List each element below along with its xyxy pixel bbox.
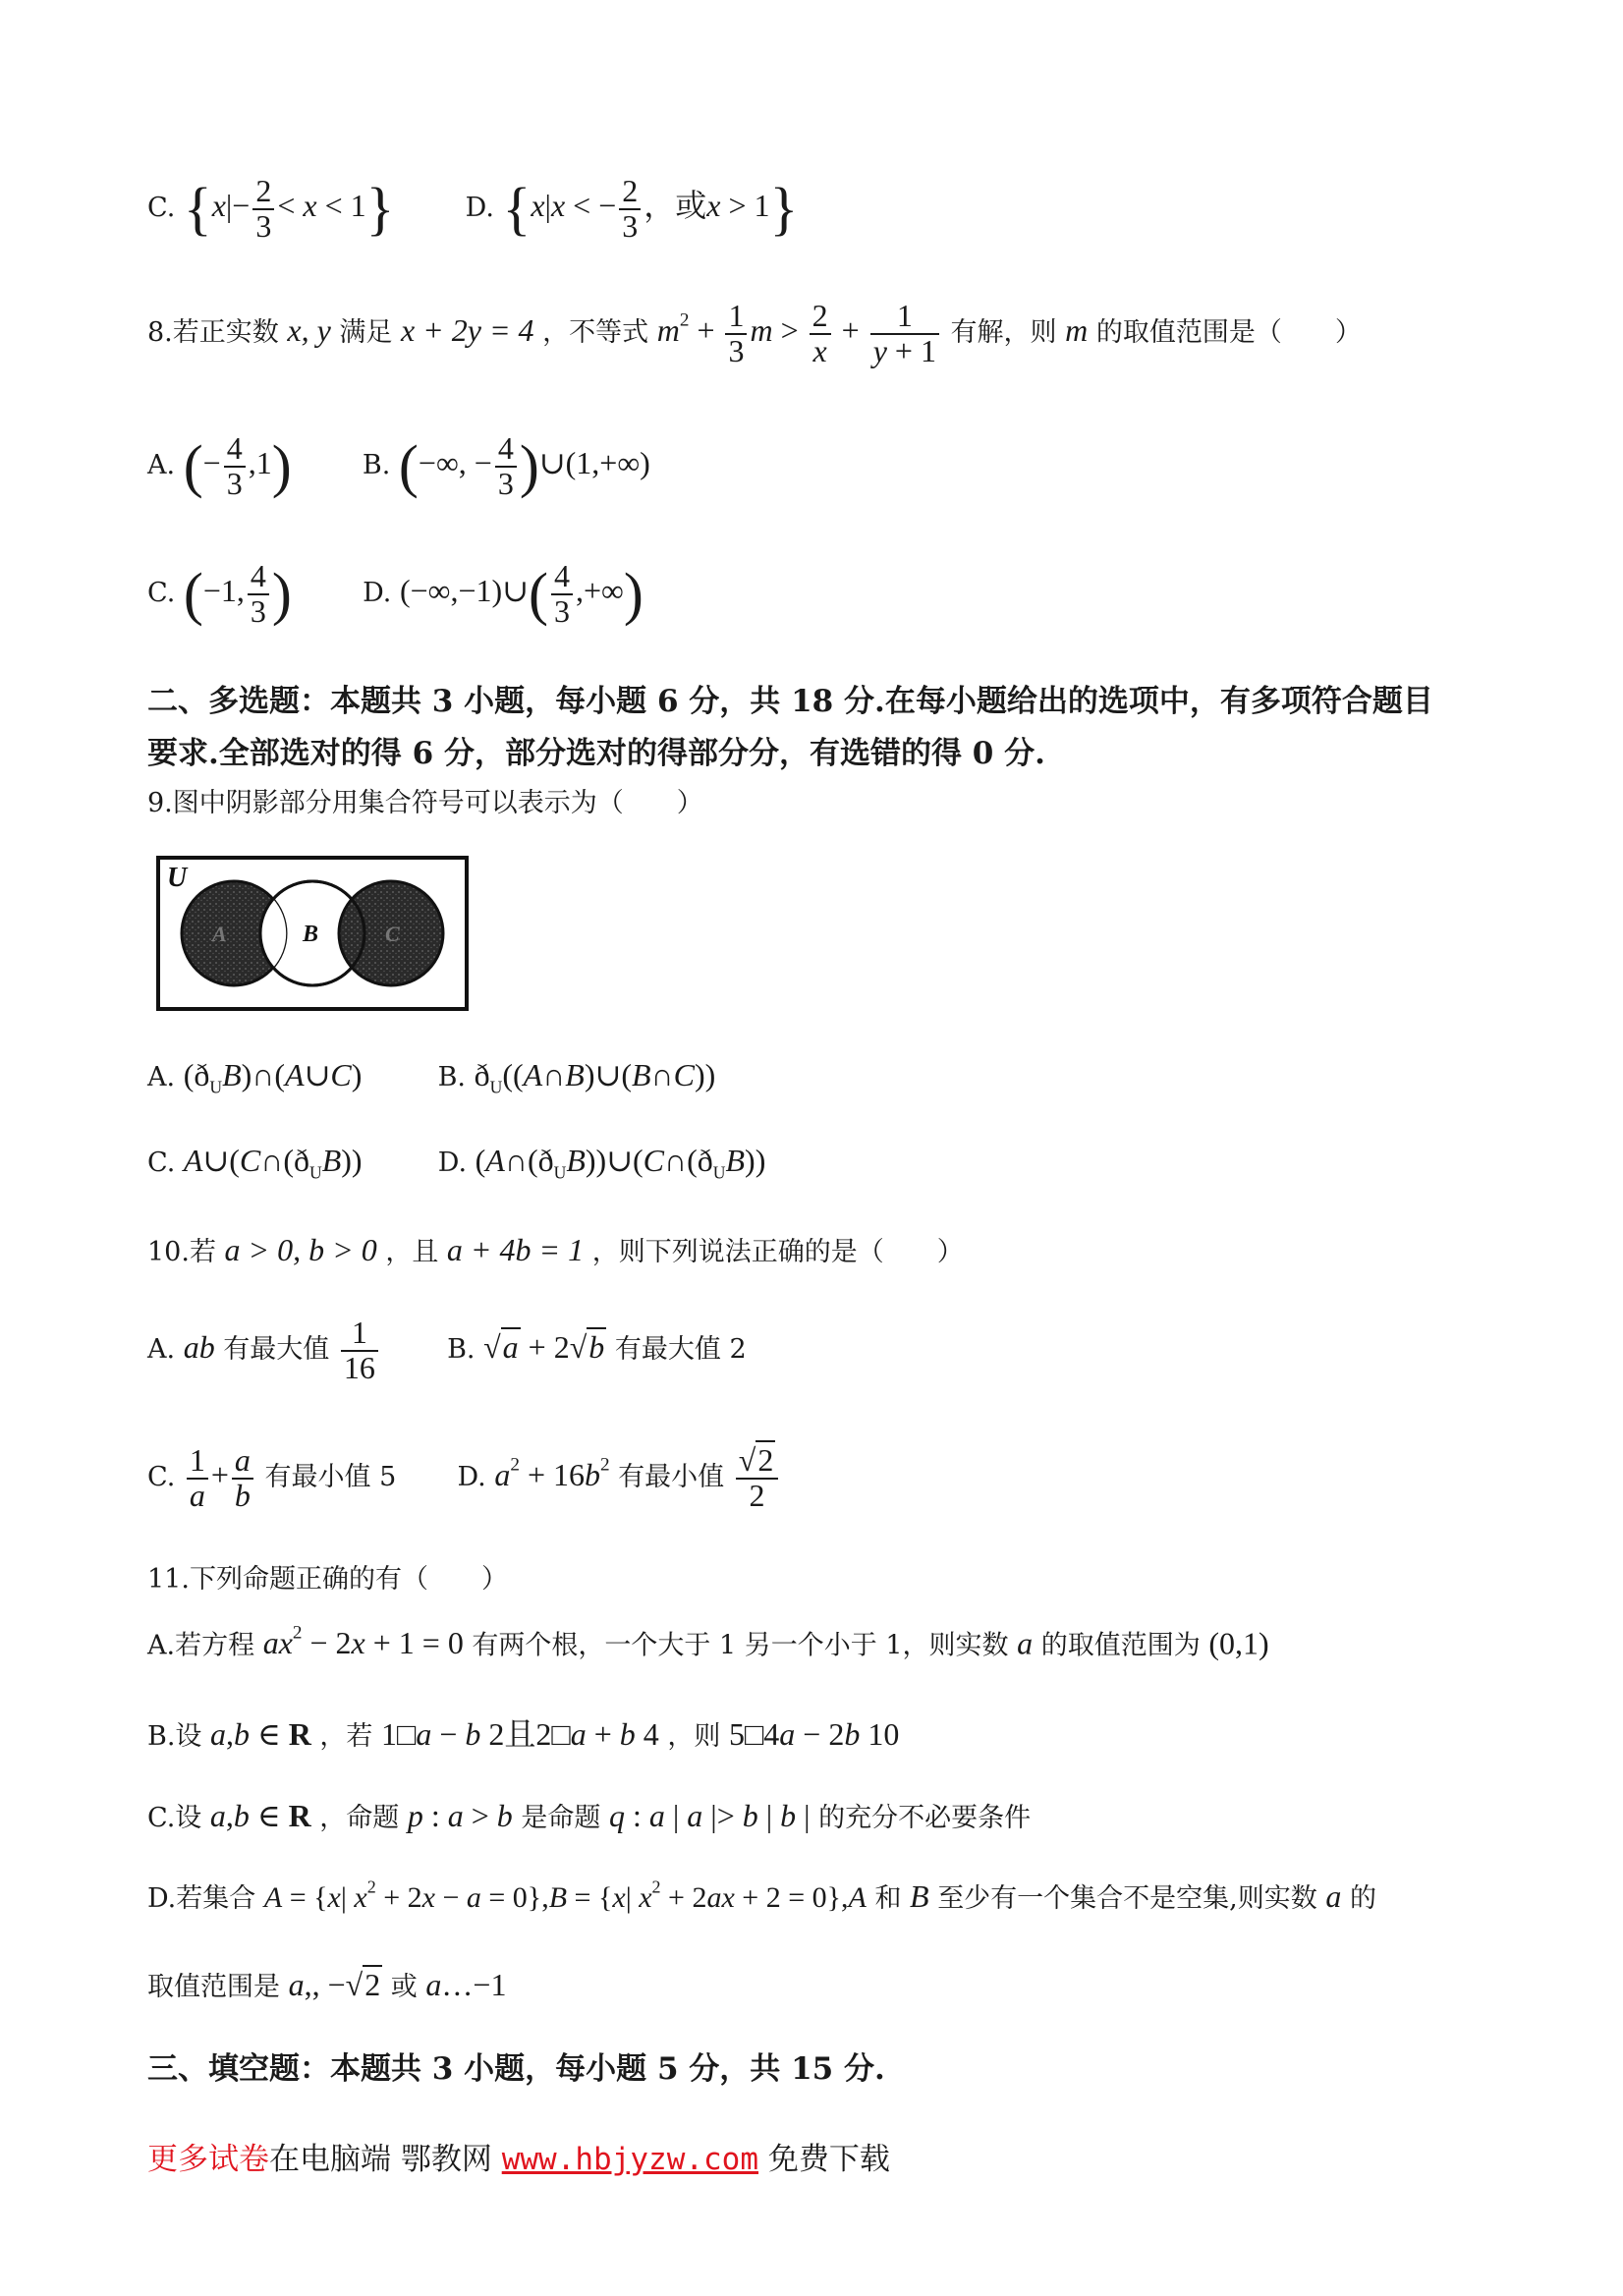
q10-option-a-text: 有最大值 — [223, 1333, 330, 1365]
q10-option-a-value: $\frac{1}{16}$ — [338, 1329, 381, 1365]
q11-d-t3: 至少有一个集合不是空集,则实数 — [937, 1883, 1317, 1914]
q8-option-d-math: (−∞,−1)∪( $\frac{4}{3}$ ,+∞) — [399, 558, 644, 629]
q10-option-b-label: B. — [447, 1333, 476, 1365]
q11-question: 11.下列命题正确的有（ ） — [147, 1564, 508, 1595]
q8-option-a-label: A. — [147, 449, 176, 480]
q10-option-c-text: 有最小值 5 — [264, 1461, 397, 1492]
q8-t1: 满足 — [339, 316, 393, 348]
q10-option-d-expr: $a^2 + 16b^2$ — [494, 1454, 610, 1492]
q11-a-var: a — [1017, 1625, 1034, 1661]
q8-prefix: 8.若正实数 — [147, 316, 279, 348]
q9-options-ab — [147, 1056, 715, 1097]
q10-condition-1: a > 0, b > 0 — [224, 1232, 377, 1267]
q7-option-d-label: D. — [465, 192, 494, 223]
q9-options-cd — [147, 1142, 765, 1183]
q8-options-cd — [147, 560, 644, 628]
q7-option-d-math: {x|x < − $\frac{2}{3}$ ，或x > 1} — [502, 173, 799, 244]
q11-option-d-cont — [147, 1965, 506, 2003]
q11-c-t2: ，命题 — [319, 1803, 400, 1833]
q11-d-t5: 取值范围是 — [147, 1972, 280, 2002]
q7-options-row — [147, 175, 798, 243]
q9-option-a-label: A. — [147, 1062, 176, 1092]
q11-d-t6: 或 — [390, 1972, 418, 2002]
q10-option-b-expr: √a + 2√b — [483, 1328, 605, 1365]
q8-option-c-math: (−1, $\frac{4}{3}$ ) — [183, 558, 292, 629]
venn-label-c: C — [385, 922, 400, 946]
section-3-heading: 三、填空题：本题共 3 小题，每小题 5 分，共 15 分. — [147, 2051, 885, 2087]
q8-option-a-math: (− $\frac{4}{3}$ ,1) — [183, 430, 292, 501]
q8-option-c-label: C. — [147, 577, 176, 608]
q8-vars: x, y — [287, 311, 331, 348]
q11-a-range: (0,1) — [1208, 1625, 1269, 1661]
footer — [147, 2134, 890, 2178]
venn-diagram — [155, 855, 470, 1012]
q11-b-set: a,b ∈ R — [210, 1716, 311, 1752]
footer-part-2: 在电脑端 — [269, 2142, 391, 2177]
venn-label-b: B — [303, 922, 319, 947]
q11-d-b: B — [910, 1878, 929, 1914]
q11-b-t2: ，若 — [319, 1721, 373, 1752]
q11-d-a: a — [1325, 1878, 1342, 1914]
footer-part-3: 鄂教网 — [400, 2142, 492, 2177]
q10-condition-2: a + 4b = 1 — [446, 1232, 585, 1267]
venn-label-u: U — [167, 863, 188, 893]
footer-part-4: 免费下载 — [767, 2142, 890, 2177]
q11-option-d — [147, 1876, 1376, 1915]
q11-a-t1: A.若方程 — [147, 1630, 255, 1661]
q11-option-c — [147, 1796, 1031, 1834]
q11-c-p: p : a > b — [407, 1798, 513, 1833]
q8-option-d-label: D. — [363, 577, 392, 608]
q10-options-cd — [147, 1444, 781, 1512]
q11-d-range-1: a,, −√2 — [288, 1967, 381, 2002]
venn-label-a: A — [212, 922, 227, 946]
q11-a-equation: $ax^2 - 2x + 1 = 0$ — [262, 1623, 464, 1661]
q11-c-t1: C.设 — [147, 1803, 202, 1833]
q11-a-t2: 有两个根，一个大于 1 另一个小于 1，则实数 — [472, 1630, 1009, 1661]
section-2-heading-line2: 要求.全部选对的得 6 分，部分选对的得部分分，有选错的得 0 分. — [147, 736, 1045, 771]
q11-b-t1: B.设 — [147, 1721, 202, 1752]
q10-option-c-label: C. — [147, 1461, 176, 1492]
q8-options-ab — [147, 432, 650, 500]
q10-option-d-value: $\frac{√2}{2}$ — [733, 1457, 782, 1492]
q11-c-q: q : a | a |> b | b | — [608, 1798, 811, 1833]
q10-t1: ，且 — [385, 1237, 439, 1267]
q11-d-t2: 和 — [874, 1883, 902, 1914]
q9-option-c-math: $A\cup(C\cap(ð_UB))$ — [183, 1143, 363, 1183]
q8-inequality: $m^2$ + $\frac{1}{3}$ m > $\frac{2}{x}$ + $\frac{1}{y + 1}$ — [657, 312, 942, 348]
footer-link[interactable]: www.hbjyzw.com — [501, 2142, 759, 2177]
q9-option-b-math: $ð_U((A\cap B)\cup(B\cap C))$ — [474, 1057, 716, 1097]
q8-t4: 的取值范围是（ ） — [1095, 316, 1362, 348]
q8-option-b-math: (−∞, − $\frac{4}{3}$ )∪(1,+∞) — [398, 430, 650, 501]
q7-option-c-math: {x|− $\frac{2}{3}$ < x < 1} — [183, 173, 395, 244]
q10-question — [147, 1230, 964, 1268]
q11-d-t1: D.若集合 — [147, 1883, 256, 1914]
q11-d-range-2: a…−1 — [425, 1967, 507, 2002]
q9-option-b-label: B. — [437, 1062, 467, 1092]
q11-c-t3: 是命题 — [521, 1803, 601, 1833]
q10-option-c-expr: $\frac{1}{a}$ + $\frac{a}{b}$ — [184, 1457, 256, 1492]
q10-option-b-text: 有最大值 2 — [614, 1333, 747, 1365]
q9-option-d-math: $(A\cap(ð_UB))\cup(C\cap(ð_UB))$ — [475, 1143, 766, 1183]
q7-option-c-label: C. — [147, 192, 176, 223]
q8-option-b-label: B. — [362, 449, 391, 480]
q9-option-c-label: C. — [147, 1148, 176, 1178]
q10-option-d-text: 有最小值 — [618, 1461, 725, 1492]
section-2-heading-line1: 二、多选题：本题共 3 小题，每小题 6 分，共 18 分.在每小题给出的选项中，有多项符合题目 — [147, 684, 1433, 719]
q11-c-t4: 的充分不必要条件 — [818, 1803, 1032, 1833]
q9-option-a-math: $(ð_UB)\cap(A\cup C)$ — [183, 1057, 363, 1097]
q11-d-sets: A = {x| $x^2 + 2x - a = 0\},B = \{x|$ $x^2 + 2ax + 2 = 0\},A$ — [263, 1876, 867, 1914]
footer-part-1: 更多试卷 — [147, 2142, 269, 2177]
q11-option-a — [147, 1623, 1269, 1661]
q10-option-d-label: D. — [457, 1461, 486, 1492]
q8-m: m — [1065, 311, 1089, 348]
q10-options-ab — [147, 1316, 747, 1384]
q10-t2: ，则下列说法正确的是（ ） — [591, 1237, 964, 1267]
q10-option-a-expr: ab — [183, 1328, 215, 1365]
q10-option-a-label: A. — [147, 1333, 176, 1365]
q11-b-t3: ，则 — [667, 1721, 721, 1752]
q8-t3: 有解，则 — [950, 316, 1057, 348]
q11-c-set: a,b ∈ R — [209, 1798, 311, 1833]
q11-b-result: 5□4a − 2b 10 — [728, 1716, 900, 1752]
q11-d-t4: 的 — [1349, 1883, 1376, 1914]
q8-question — [147, 300, 1362, 367]
q11-a-t3: 的取值范围为 — [1040, 1630, 1201, 1661]
q8-t2: ，不等式 — [542, 316, 649, 348]
q9-option-d-label: D. — [437, 1148, 468, 1178]
q11-option-b — [147, 1709, 899, 1755]
q9-question: 9.图中阴影部分用集合符号可以表示为（ ） — [147, 788, 703, 818]
q8-condition: x + 2y = 4 — [400, 311, 534, 348]
q11-b-cond: 1□a − b 2且2□a + b 4 — [381, 1716, 659, 1752]
q10-prefix: 10.若 — [147, 1237, 216, 1267]
